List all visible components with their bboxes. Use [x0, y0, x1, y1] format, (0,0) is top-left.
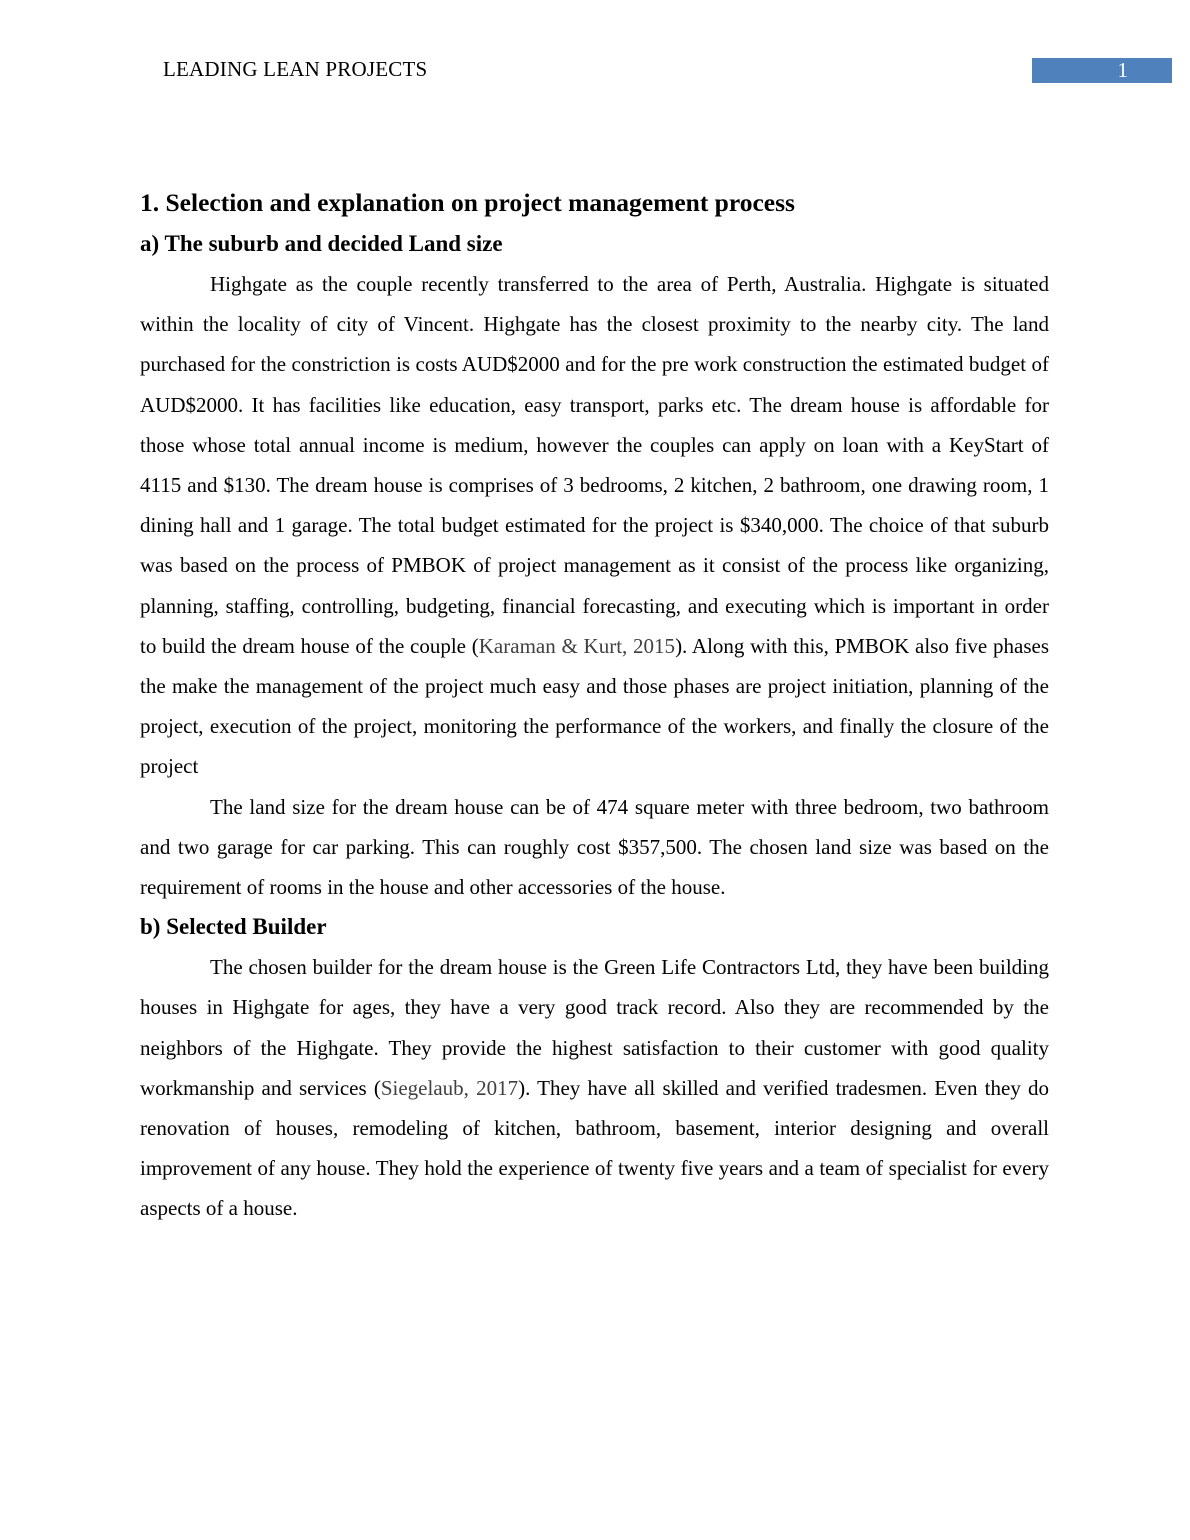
page-number: 1	[1117, 58, 1128, 82]
paragraph-text: ). Along with this, PMBOK also five phases the make the management of the project much easy and those phases are project initiation, planning of the project, execution of the project, monitoring the performance of the workers, and finally the closure of the project	[140, 633, 1049, 779]
paragraph-text: ). They have all skilled and verified tradesmen. Even they do renovation of houses, remodeling of kitchen, bathroom, basement, interior designing and overall improvement of any house. They hold the experience of twenty five years and a team of specialist for every aspects of a house.	[140, 1075, 1050, 1221]
paragraph-text: Highgate as the couple recently transferred to the area of Perth, Australia. Highgate is situated within the locality of city of Vincent. Highgate has the closest proximity to the nearby city. The land purchased for the constriction is costs AUD$2000 and for the pre work construction the estimated budget of AUD$2000. It has facilities like education, easy transport, parks etc. The dream house is affordable for those whose total annual income is medium, however the couples can apply on loan with a KeyStart of 4115 and $130. The dream house is comprises of 3 bedrooms, 2 kitchen, 2 bathroom, one drawing room, 1 dining hall and 1 garage. The total budget estimated for the project is $340,000. The choice of that suburb was based on the process of PMBOK of project management as it consist of the process like organizing, planning, staffing, controlling, budgeting, financial forecasting, and executing which is important in order to build the dream house of the couple (	[140, 272, 1049, 658]
citation: Karaman & Kurt, 2015	[478, 633, 676, 658]
document-body	[140, 182, 1049, 1229]
running-head-title: LEADING LEAN PROJECTS	[163, 57, 428, 81]
paragraph-text: The chosen builder for the dream house is the Green Life Contractors Ltd, they have been building houses in Highgate for ages, they have a very good track record. Also they are recommended by the neighbors of the Highgate. They provide the highest satisfaction to their customer with good quality workmanship and services (	[140, 955, 1049, 1100]
citation: Siegelaub, 2017	[380, 1075, 519, 1100]
paragraph-land-size: The land size for the dream house can be of 474 square meter with three bedroom, two bathroom and two garage for car parking. This can roughly cost $357,500. The chosen land size was based on the requirement of rooms in the house and other accessories of the house.	[140, 794, 1049, 900]
paragraph-suburb	[140, 264, 1049, 787]
subsection-heading-builder: b) Selected Builder	[140, 914, 327, 940]
section-heading: 1. Selection and explanation on project management process	[140, 188, 795, 217]
subsection-heading-suburb: a) The suburb and decided Land size	[140, 231, 503, 256]
paragraph-builder	[140, 947, 1049, 1228]
page-number-box	[1032, 58, 1172, 83]
